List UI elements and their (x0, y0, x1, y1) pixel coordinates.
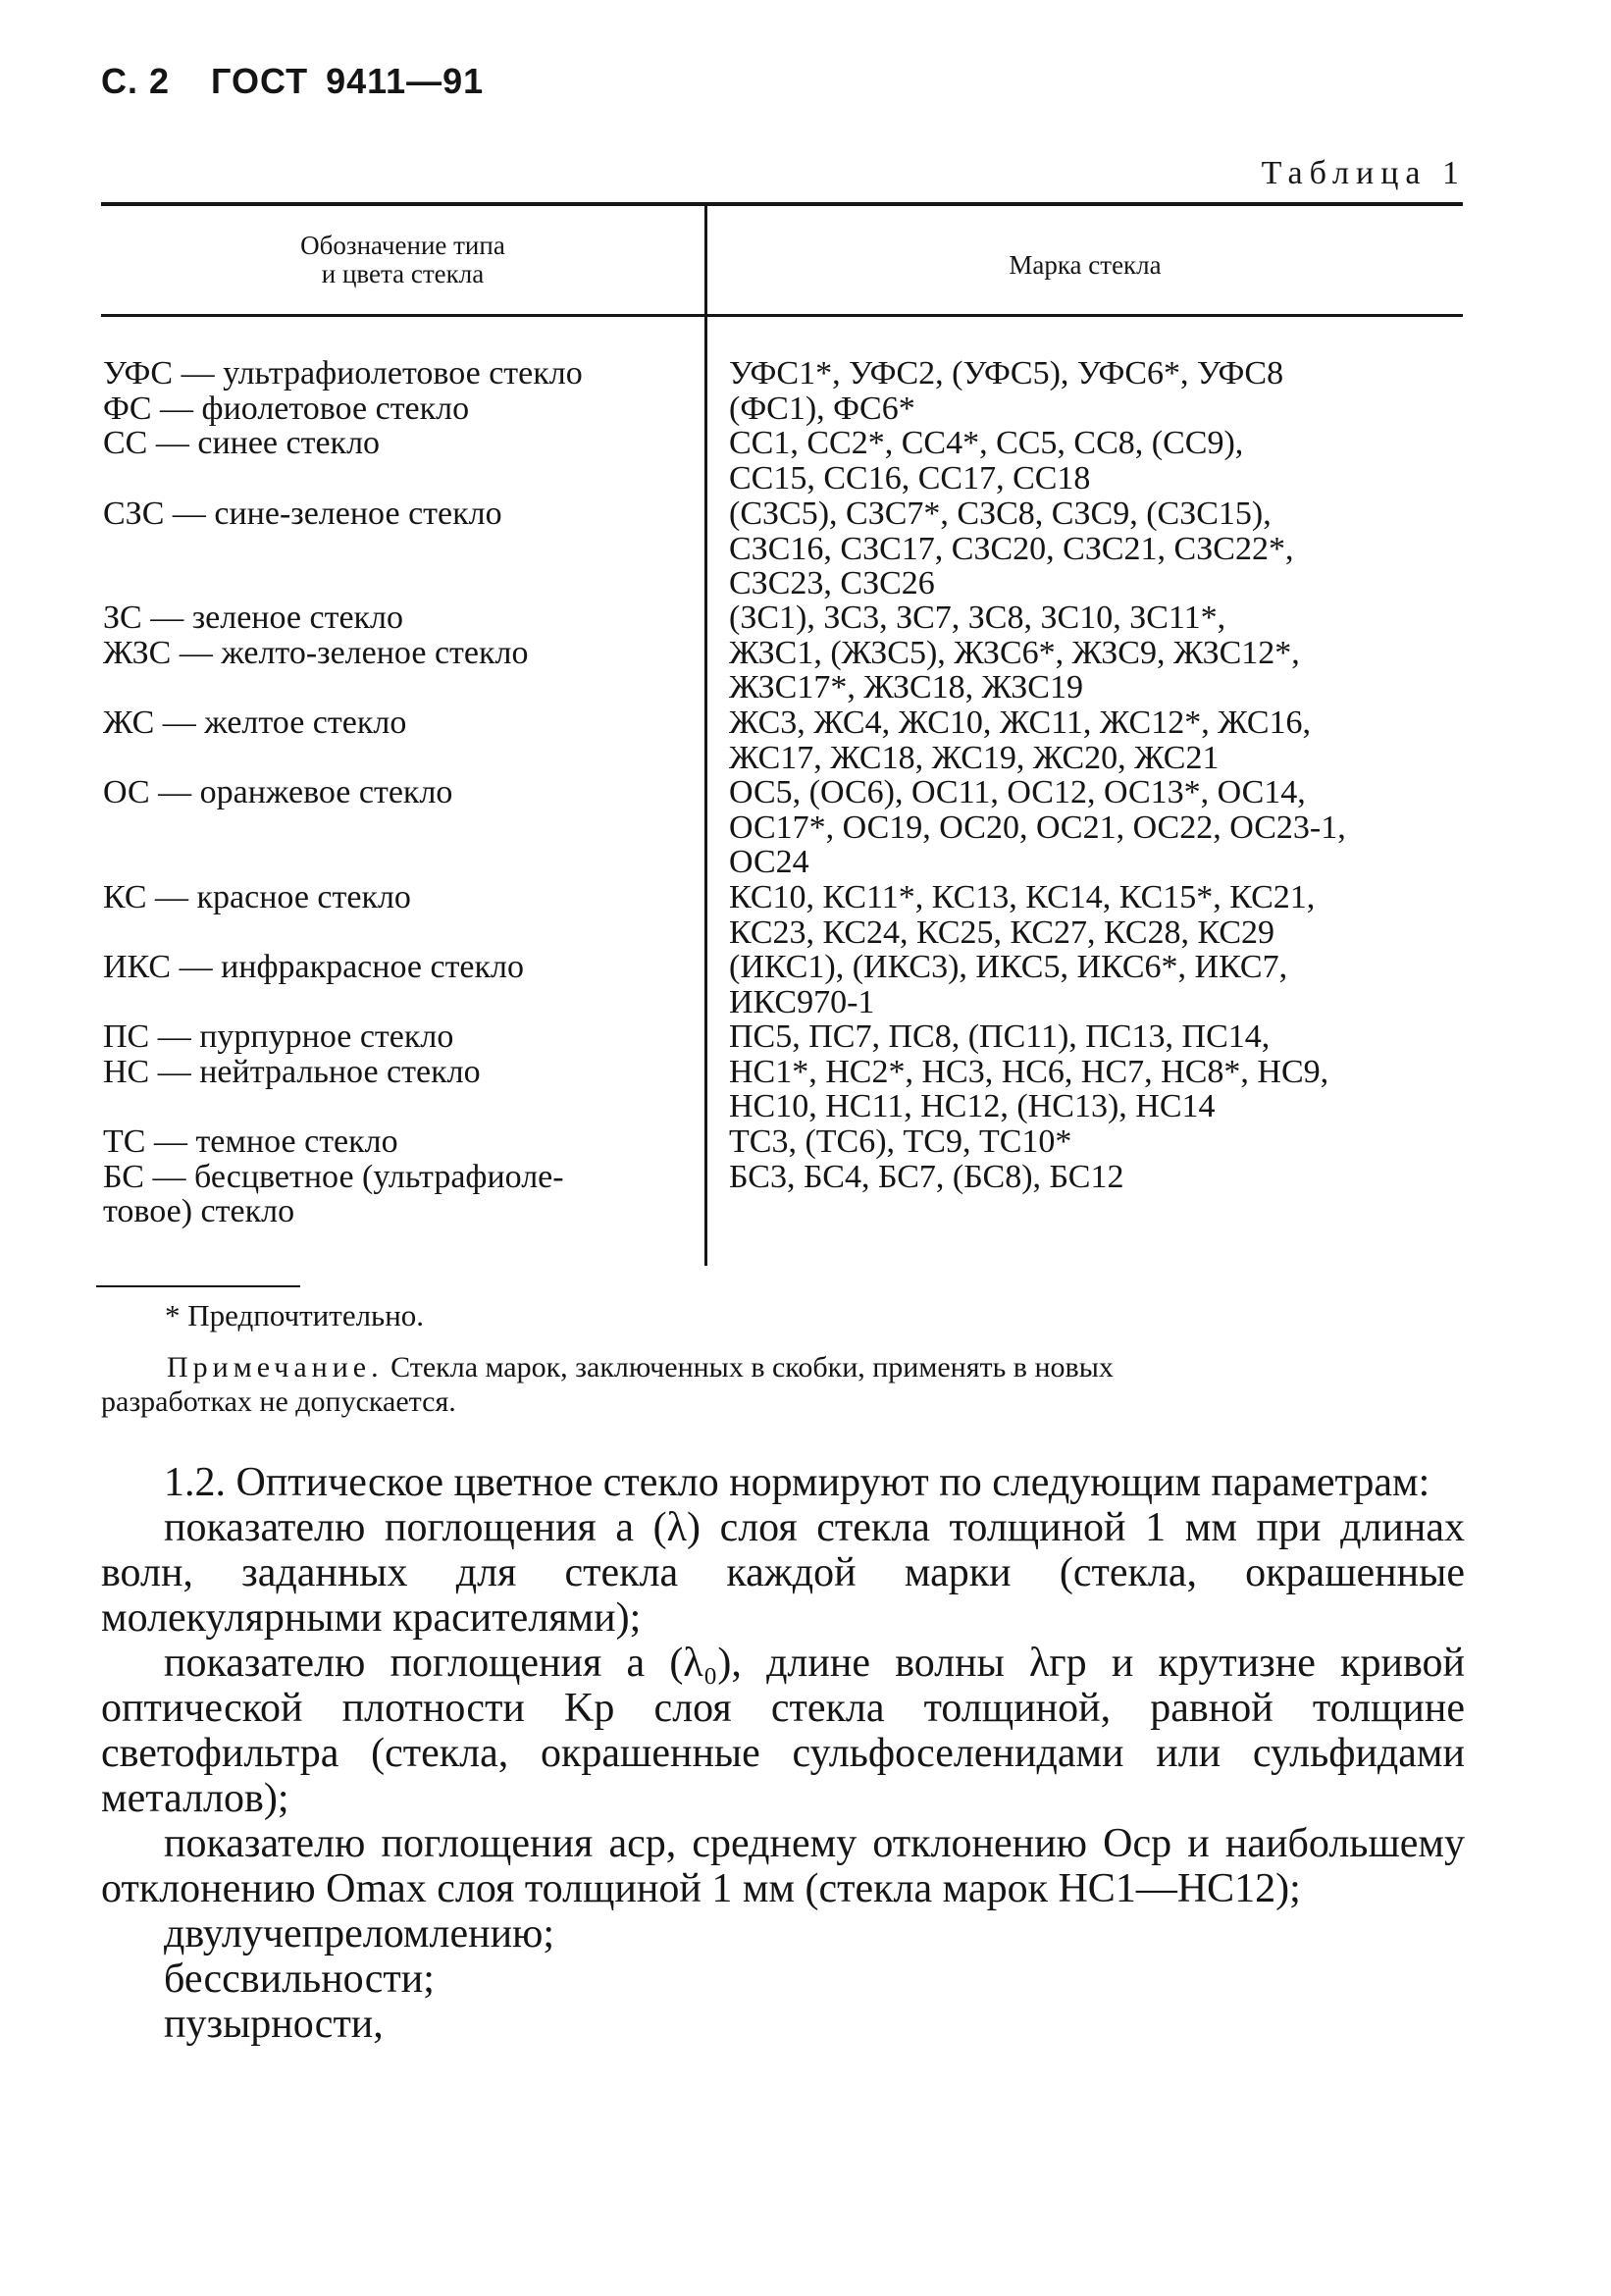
table-top-rule (101, 202, 1463, 206)
list-line-birefringence: двулучепреломлению; (164, 1911, 555, 1957)
table-cell-type: ПС — пурпурное стекло НС — нейтральное стекло (103, 1018, 481, 1090)
table-cell-marks: (ИКС1), (ИКС3), ИКС5, ИКС6*, ИКС7, ИКС970-1 (729, 949, 1288, 1020)
note-text: Стекла марок, заключенных в скобки, применять в новых (390, 1351, 1114, 1383)
table-cell-marks: КС10, КС11*, КС13, КС14, КС15*, КС21, КС23, КС24, КС25, КС27, КС28, КС29 (729, 879, 1316, 951)
table-cell-type: ТС — темное стекло БС — бесцветное (ультрафиоле- товое) стекло (103, 1123, 564, 1229)
list-line-striae: бессвильности; (164, 1957, 435, 2002)
paragraph-absorption-3: показателю поглощения aср, среднему отклонению Oср и наибольшему отклонению Omax слоя толщиной 1 мм (стекла марок НС1—НС12); (101, 1821, 1465, 1911)
column-header-type (101, 232, 704, 288)
footnote: * Предпочтительно. (165, 1298, 425, 1332)
table-caption: Таблица 1 (1261, 155, 1466, 191)
column-header-marks (707, 251, 1463, 280)
column-header-marks-text: Марка стекла (1009, 250, 1162, 280)
note-label: Примечание. (167, 1351, 384, 1383)
column-header-type-text: Обозначение типа и цвета стекла (300, 231, 505, 288)
note-continuation: разработках не допускается. (101, 1385, 456, 1418)
table-cell-marks: СС1, СС2*, СС4*, СС5, СС8, (СС9), СС15, СС16, СС17, СС18 (729, 425, 1244, 496)
page-number: С. 2 (101, 61, 171, 101)
body-section (101, 1460, 1465, 2047)
page-header (101, 61, 484, 102)
table-header-rule (101, 314, 1463, 317)
table-column-divider (704, 204, 707, 1266)
table-cell-marks: ПС5, ПС7, ПС8, (ПС11), ПС13, ПС14, НС1*, НС2*, НС3, НС6, НС7, НС8*, НС9, НС10, НС11, НС12, (НС13), НС14 (729, 1018, 1329, 1124)
table-cell-type: УФС — ультрафиолетовое стекло ФС — фиолетовое стекло (103, 355, 583, 427)
table-cell-marks: ЖС3, ЖС4, ЖС10, ЖС11, ЖС12*, ЖС16, ЖС17, ЖС18, ЖС19, ЖС20, ЖС21 (729, 704, 1312, 776)
list-line-bubbles: пузырности, (164, 2002, 384, 2047)
table-cell-type: ЗС — зеленое стекло ЖЗС — желто-зеленое стекло (103, 600, 529, 671)
paragraph-absorption-2: показателю поглощения a (λ₀), длине волны λгр и крутизне кривой оптической плотности Kр слоя стекла толщиной, равной толщине светофильтра (стекла, окрашенные сульфоселенидами или сульфидами металлов); (101, 1641, 1465, 1821)
table-cell-marks: ТС3, (ТС6), ТС9, ТС10* БС3, БС4, БС7, (БС8), БС12 (729, 1123, 1124, 1195)
paragraph-absorption-1: показателю поглощения a (λ) слоя стекла толщиной 1 мм при длинах волн, заданных для стекла каждой марки (стекла, окрашенные молекулярными красителями); (101, 1505, 1465, 1641)
table-cell-type: ИКС — инфракрасное стекло (103, 949, 525, 985)
table-cell-marks: (СЗС5), СЗС7*, СЗС8, СЗС9, (СЗС15), СЗС16, СЗС17, СЗС20, СЗС21, СЗС22*, СЗС23, СЗС26 (729, 496, 1294, 601)
footnote-rule (96, 1285, 300, 1287)
table-cell-type: ЖС — желтое стекло (103, 704, 407, 741)
table-cell-type: СЗС — сине-зеленое стекло (103, 496, 502, 532)
paragraph-1-2: 1.2. Оптическое цветное стекло нормируют по следующим параметрам: (164, 1460, 1430, 1505)
standard-label: ГОСТ (211, 61, 309, 101)
standard-number: 9411—91 (326, 61, 485, 101)
table-cell-marks: ОС5, (ОС6), ОС11, ОС12, ОС13*, ОС14, ОС17*, ОС19, ОС20, ОС21, ОС22, ОС23-1, ОС24 (729, 774, 1346, 880)
table-cell-marks: УФС1*, УФС2, (УФС5), УФС6*, УФС8 (ФС1), ФС6* (729, 355, 1284, 427)
table-note (167, 1352, 1462, 1383)
table-cell-type: КС — красное стекло (103, 879, 411, 915)
table-cell-marks: (ЗС1), ЗС3, ЗС7, ЗС8, ЗС10, ЗС11*, ЖЗС1, (ЖЗС5), ЖЗС6*, ЖЗС9, ЖЗС12*, ЖЗС17*, ЖЗС18, ЖЗС19 (729, 600, 1300, 705)
table-cell-type: СС — синее стекло (103, 425, 381, 461)
table-cell-type: ОС — оранжевое стекло (103, 774, 453, 810)
